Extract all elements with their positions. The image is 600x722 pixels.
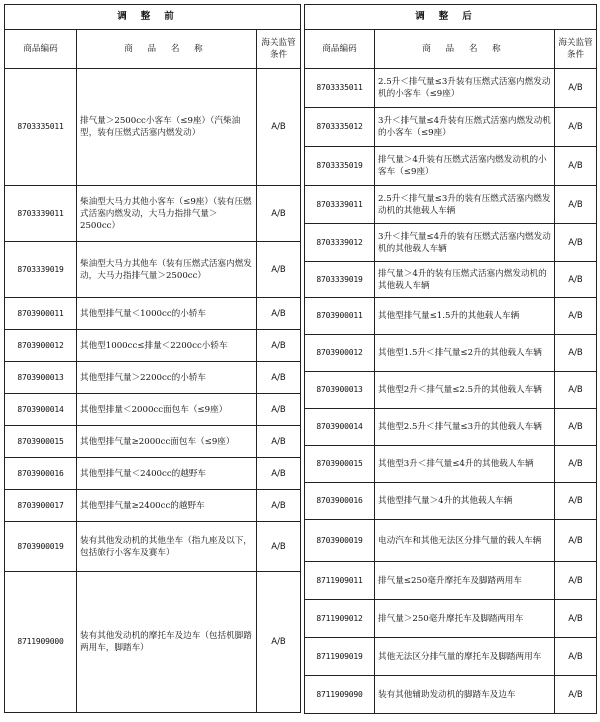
row-name: 装有其他发动机的其他坐车（指九座及以下，包括旅行小客车及赛车） [77, 522, 257, 572]
row-cond: A/B [555, 676, 597, 714]
row-name: 柴油型大马力其他小客车（≤9座）（装有压燃式活塞内燃发动，大马力指排气量＞2500cc） [77, 186, 257, 242]
table-row [305, 224, 597, 262]
row-code: 8703900014 [305, 409, 375, 446]
table-row [5, 458, 301, 490]
table-row [305, 676, 597, 714]
row-cond: A/B [555, 562, 597, 600]
row-cond: A/B [555, 446, 597, 483]
table-row [305, 335, 597, 372]
row-name: 其他型排气量＜2400cc的越野车 [77, 458, 257, 490]
row-code: 8703339011 [5, 186, 77, 242]
row-name: 其他型1.5升＜排气量≤2升的其他载人车辆 [375, 335, 555, 372]
row-code: 8703900016 [5, 458, 77, 490]
row-cond: A/B [257, 362, 301, 394]
row-cond: A/B [257, 490, 301, 522]
after-title: 调整后 [305, 5, 597, 30]
table-row [305, 262, 597, 298]
table-row [305, 69, 597, 108]
row-code: 8711909090 [305, 676, 375, 714]
row-name: 装有其他发动机的摩托车及边车（包括机脚踏两用车，脚踏车） [77, 572, 257, 713]
row-code: 8703900016 [305, 483, 375, 520]
header-name: 商 品 名 称 [375, 30, 555, 69]
header-code: 商品编码 [5, 30, 77, 69]
row-cond: A/B [555, 262, 597, 298]
table-row [5, 298, 301, 330]
row-cond: A/B [555, 298, 597, 335]
row-cond: A/B [257, 330, 301, 362]
row-name: 其他型排气量≥2400cc的越野车 [77, 490, 257, 522]
row-cond: A/B [257, 458, 301, 490]
table-row [305, 600, 597, 638]
row-code: 8703335019 [305, 147, 375, 186]
row-code: 8703339019 [305, 262, 375, 298]
row-cond: A/B [257, 298, 301, 330]
table-row [5, 69, 301, 186]
row-name: 排气量＞2500cc小客车（≤9座）（汽柴油型，装有压燃式活塞内燃发动） [77, 69, 257, 186]
table-row [5, 490, 301, 522]
tariff-table [4, 4, 596, 718]
row-code: 8703900011 [5, 298, 77, 330]
row-name: 2.5升＜排气量≤3升的装有压燃式活塞内燃发动机的其他载人车辆 [375, 186, 555, 224]
row-cond: A/B [555, 147, 597, 186]
row-code: 8703900014 [5, 394, 77, 426]
row-cond: A/B [257, 394, 301, 426]
table-row [5, 362, 301, 394]
row-name: 其他型1000cc≤排量＜2200cc小轿车 [77, 330, 257, 362]
row-name: 装有其他辅助发动机的脚踏车及边车 [375, 676, 555, 714]
table-row [305, 186, 597, 224]
row-code: 8711909019 [305, 638, 375, 676]
table-row [5, 330, 301, 362]
table-row [5, 522, 301, 572]
row-name: 其他型排气量≥2000cc面包车（≤9座） [77, 426, 257, 458]
row-code: 8703335012 [305, 108, 375, 147]
row-name: 其他型排气量≤1.5升的其他载人车辆 [375, 298, 555, 335]
table-row [305, 108, 597, 147]
row-cond: A/B [257, 69, 301, 186]
row-code: 8703335011 [305, 69, 375, 108]
header-cond: 海关监管条件 [257, 30, 301, 69]
table-row [305, 409, 597, 446]
row-name: 3升＜排气量≤4升装有压燃式活塞内燃发动机的小客车（≤9座） [375, 108, 555, 147]
row-name: 其他型排气量＜1000cc的小轿车 [77, 298, 257, 330]
row-cond: A/B [257, 242, 301, 298]
row-code: 8703335011 [5, 69, 77, 186]
row-code: 8703900019 [5, 522, 77, 572]
header-code: 商品编码 [305, 30, 375, 69]
row-cond: A/B [555, 483, 597, 520]
row-name: 其他型2升＜排气量≤2.5升的其他载人车辆 [375, 372, 555, 409]
row-code: 8703900019 [305, 520, 375, 562]
row-code: 8711909012 [305, 600, 375, 638]
row-name: 排气量＞4升的装有压燃式活塞内燃发动机的其他载人车辆 [375, 262, 555, 298]
row-name: 其他型排气量＞4升的其他载人车辆 [375, 483, 555, 520]
row-code: 8703339011 [305, 186, 375, 224]
table-row [305, 520, 597, 562]
row-name: 其他型排气量＞2200cc的小轿车 [77, 362, 257, 394]
row-code: 8711909000 [5, 572, 77, 713]
table-row [305, 638, 597, 676]
row-cond: A/B [555, 186, 597, 224]
table-row [5, 426, 301, 458]
row-code: 8711909011 [305, 562, 375, 600]
row-code: 8703339012 [305, 224, 375, 262]
row-name: 排气量＞4升装有压燃式活塞内燃发动机的小客车（≤9座） [375, 147, 555, 186]
row-code: 8703900015 [5, 426, 77, 458]
row-code: 8703900012 [305, 335, 375, 372]
table-row [305, 147, 597, 186]
row-code: 8703339019 [5, 242, 77, 298]
table-row [305, 562, 597, 600]
row-name: 其他型排量＜2000cc面包车（≤9座） [77, 394, 257, 426]
row-name: 其他型3升＜排气量≤4升的其他载人车辆 [375, 446, 555, 483]
row-cond: A/B [555, 638, 597, 676]
row-cond: A/B [257, 572, 301, 713]
row-cond: A/B [555, 69, 597, 108]
row-name: 电动汽车和其他无法区分排气量的载人车辆 [375, 520, 555, 562]
after-table [304, 4, 596, 714]
row-code: 8703900011 [305, 298, 375, 335]
row-name: 排气量≤250毫升摩托车及脚踏两用车 [375, 562, 555, 600]
row-cond: A/B [555, 600, 597, 638]
table-row [5, 242, 301, 298]
row-cond: A/B [555, 409, 597, 446]
row-cond: A/B [257, 186, 301, 242]
row-code: 8703900013 [305, 372, 375, 409]
row-name: 其他型2.5升＜排气量≤3升的其他载人车辆 [375, 409, 555, 446]
table-row [305, 372, 597, 409]
row-cond: A/B [555, 108, 597, 147]
row-code: 8703900013 [5, 362, 77, 394]
row-cond: A/B [555, 520, 597, 562]
row-name: 3升＜排气量≤4升的装有压燃式活塞内燃发动机的其他载人车辆 [375, 224, 555, 262]
row-name: 2.5升＜排气量≤3升装有压燃式活塞内燃发动机的小客车（≤9座） [375, 69, 555, 108]
table-row [5, 186, 301, 242]
row-cond: A/B [555, 224, 597, 262]
row-code: 8703900015 [305, 446, 375, 483]
row-cond: A/B [555, 372, 597, 409]
table-row [5, 394, 301, 426]
row-cond: A/B [555, 335, 597, 372]
after-grid [304, 4, 597, 714]
table-row [305, 298, 597, 335]
header-cond: 海关监管条件 [555, 30, 597, 69]
table-row [305, 446, 597, 483]
row-name: 柴油型大马力其他车（装有压燃式活塞内燃发动，大马力指排气量＞2500cc） [77, 242, 257, 298]
before-title: 调整前 [5, 5, 301, 30]
before-table [4, 4, 300, 713]
row-code: 8703900012 [5, 330, 77, 362]
row-code: 8703900017 [5, 490, 77, 522]
row-name: 排气量＞250毫升摩托车及脚踏两用车 [375, 600, 555, 638]
row-cond: A/B [257, 522, 301, 572]
table-row [305, 483, 597, 520]
row-name: 其他无法区分排气量的摩托车及脚踏两用车 [375, 638, 555, 676]
table-row [5, 572, 301, 713]
header-name: 商 品 名 称 [77, 30, 257, 69]
before-grid [4, 4, 301, 713]
row-cond: A/B [257, 426, 301, 458]
